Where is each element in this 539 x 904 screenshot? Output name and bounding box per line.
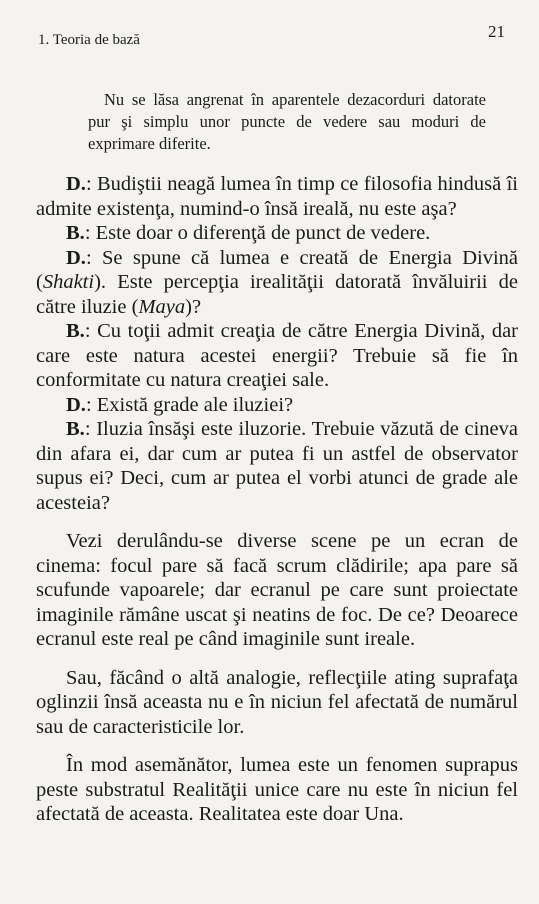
speaker-label: D.: [66, 173, 86, 195]
dialogue-text: : Cu toţii admit creaţia de către Energia Divină, dar care este natura acestei energii? Trebuie să fie în conformitate cu natura creaţiei sale.: [36, 320, 518, 391]
chapter-title: 1. Teoria de bază: [38, 32, 140, 48]
running-header: [38, 22, 505, 52]
note-paragraph: Nu se lăsa angrenat în aparentele dezacorduri datorate pur şi simplu unor puncte de vedere sau moduri de exprimare diferite.: [88, 89, 486, 153]
dialogue-line: [36, 221, 518, 246]
page-number: 21: [488, 22, 505, 41]
dialogue-line: [36, 172, 518, 221]
dialogue-line: [36, 393, 518, 418]
dialogue-line: [36, 417, 518, 515]
body-paragraph: În mod asemănător, lumea este un fenomen suprapus peste substratul Realităţii unice care nu este în niciun fel afectată de aceasta. Realitatea este doar Una.: [36, 754, 518, 825]
body-paragraph: Vezi derulându-se diverse scene pe un ecran de cinema: focul pare să facă scrum clădirile; apa pare să scufunde vapoarele; dar ecranul pe care sunt proiectate imaginile rămâne uscat şi neatins de foc. De ce? Deoarece ecranul este real pe când imaginile sunt ireale.: [36, 530, 518, 650]
dialogue-text: : Iluzia însăşi este iluzorie. Trebuie văzută de cineva din afara ei, dar cum ar putea fi un astfel de observator supus ei? Deci, cum ar putea el vorbi atunci de grade ale acesteia?: [36, 418, 518, 514]
speaker-label: D.: [66, 246, 86, 269]
main-text: [36, 172, 518, 827]
dialogue-line: [36, 319, 518, 393]
dialogue-text: : Este doar o diferenţă de punct de vedere.: [84, 222, 431, 244]
term-shakti: Shakti: [42, 271, 95, 293]
dialogue-text: : Budiştii neagă lumea în timp ce filosofia hindusă îi admite existenţa, numind-o însă ireală, nu este aşa?: [36, 173, 518, 220]
term-maya: Maya: [138, 295, 186, 318]
dialogue-text: )?: [185, 295, 202, 318]
body-paragraph: Sau, făcând o altă analogie, reflecţiile ating suprafaţa oglinzii însă aceasta nu e în niciun fel afectată de numărul sau de caracteristicile lor.: [36, 666, 518, 738]
speaker-label: B.: [66, 320, 85, 342]
speaker-label: D.: [66, 393, 86, 416]
speaker-label: B.: [66, 222, 85, 244]
dialogue-text: ). Este percepţia irealităţii datorată învăluirii de către iluzie (: [36, 271, 518, 318]
dialogue-text: : Se spune că lumea e creată de Energia Divină (: [36, 246, 518, 293]
dialogue-line: [36, 246, 518, 320]
speaker-label: B.: [66, 418, 85, 440]
dialogue-text: : Există grade ale iluziei?: [85, 393, 294, 416]
